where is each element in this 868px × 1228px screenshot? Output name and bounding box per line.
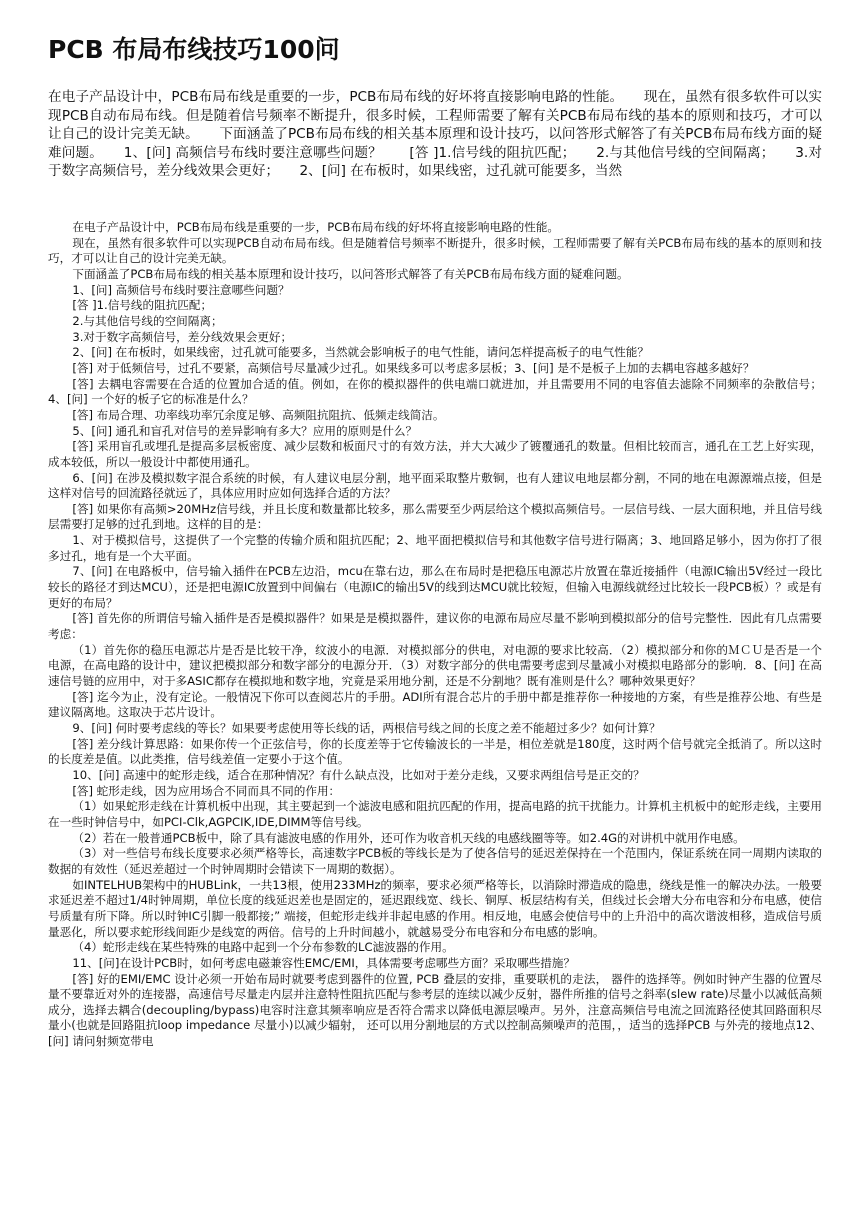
summary-paragraph: 在电子产品设计中，PCB布局布线是重要的一步，PCB布局布线的好坏将直接影响电路的性能。 现在，虽然有很多软件可以实现PCB自动布局布线。但是随着信号频率不断提升，很多时候，工程师需要了解有关PCB布局布线的基本的原则和技巧，才可以让自己的设计完美无缺。 下面涵盖了PCB布局布线的相关基本原理和设计技巧，以问答形式解答了有关PCB布局布线方面的疑难问题。 1、[问] 高频信号布线时要注意哪些问题？ [答 ]1.信号线的阻抗匹配； 2.与其他信号线的空间隔离； 3.对于数字高频信号，差分线效果会更好； 2、[问] 在布板时，如果线密，过孔就可能要多，当然 [48, 89, 822, 180]
body-paragraph: 2.与其他信号线的空间隔离； [72, 313, 223, 328]
body-paragraph: 9、[问] 何时要考虑线的等长？如果要考虑使用等长线的话，两根信号线之间的长度之差不能超过多少？如何计算？ [72, 721, 661, 735]
body-paragraph: 在电子产品设计中，PCB布局布线是重要的一步，PCB布局布线的好坏将直接影响电路的性能。 [72, 220, 560, 234]
body-paragraph: 下面涵盖了PCB布局布线的相关基本原理和设计技巧，以问答形式解答了有关PCB布局布线方面的疑难问题。 [72, 266, 629, 281]
body-paragraph: （2）若在一般普通PCB板中，除了具有滤波电感的作用外，还可作为收音机天线的电感线圈等等。如2.4G的对讲机中就用作电感。 [72, 830, 745, 845]
body-paragraph: [答] 迄今为止，没有定论。一般情况下你可以查阅芯片的手册。ADI所有混合芯片的手册中都是推荐你一种接地的方案，有些是推荐公地、有些是建议隔离地。这取决于芯片设计。 [48, 689, 822, 720]
body-paragraph: [答] 布局合理、功率线功率冗余度足够、高频阻抗阻抗、低频走线简洁。 [72, 407, 445, 422]
body-paragraph: 7、[问] 在电路板中，信号输入插件在PCB左边沿，mcu在靠右边，那么在布局时是把稳压电源芯片放置在靠近接插件（电源IC输出5V经过一段比较长的路径才到达MCU），还是把电源IC放置到中间偏右（电源IC的输出5V的线到达MCU就比较短，但输入电源线就经过比较长一段PCB板）？或是有更好的布局？ [48, 564, 822, 610]
body-paragraph: 10、[问] 高速中的蛇形走线，适合在那种情况？有什么缺点没，比如对于差分走线，又要求两组信号是正交的？ [72, 767, 645, 782]
article-body [48, 220, 822, 1050]
body-paragraph: 11、[问]在设计PCB时，如何考虑电磁兼容性EMC/EMI，具体需要考虑哪些方面？采取哪些措施？ [72, 955, 576, 970]
body-paragraph: [答] 蛇形走线，因为应用场合不同而具不同的作用： [72, 783, 341, 798]
body-paragraph: [答] 好的EMI/EMC 设计必须一开始布局时就要考虑到器件的位置, PCB 叠层的安排，重要联机的走法， 器件的选择等。例如时钟产生器的位置尽量不要靠近对外的连接器，高速信号尽量走内层并注意特性阻抗匹配与参考层的连续以减少反射，器件所推的信号之斜率(slew rate)尽量小以减低高频成分，选择去耦合(decoupling/bypass)电容时注意其频率响应是否符合需求以降低电源层噪声。另外，注意高频信号电流之回流路径使其回路面积尽量小(也就是回路阻抗loop impedance 尽量小)以减少辐射， 还可以用分割地层的方式以控制高频噪声的范围，，适当的选择PCB 与外壳的接地点12、[问] 请问射频宽带电 [48, 971, 822, 1049]
body-paragraph: 现在，虽然有很多软件可以实现PCB自动布局布线。但是随着信号频率不断提升，很多时候，工程师需要了解有关PCB布局布线的基本的原则和技巧，才可以让自己的设计完美无缺。 [48, 235, 822, 266]
body-paragraph: [答] 对于低频信号，过孔不要紧，高频信号尽量减少过孔。如果线多可以考虑多层板；3、[问] 是不是板子上加的去耦电容越多越好？ [72, 360, 755, 375]
body-paragraph: [答] 去耦电容需要在合适的位置加合适的值。例如，在你的模拟器件的供电端口就进加，并且需要用不同的电容值去滤除不同频率的杂散信号；4、[问] 一个好的板子它的标准是什么？ [48, 376, 822, 407]
body-paragraph: 如INTELHUB架构中的HUBLink，一共13根，使用233MHz的频率，要求必须严格等长，以消除时滞造成的隐患，绕线是惟一的解决办法。一般要求延迟差不超过1/4时钟周期，单位长度的线延迟差也是固定的，延迟跟线宽、线长、铜厚、板层结构有关，但线过长会增大分布电容和分布电感，使信号质量有所下降。所以时钟IC引脚一般都接;” 端接，但蛇形走线并非起电感的作用。相反地，电感会使信号中的上升沿中的高次谐波相移，造成信号质量恶化，所以要求蛇形线间距少是线宽的两倍。信号的上升时间越小，就越易受分布电容和分布电感的影响。 [48, 877, 822, 939]
body-paragraph: [答] 差分线计算思路：如果你传一个正弦信号，你的长度差等于它传输波长的一半是，相位差就是180度，这时两个信号就完全抵消了。所以这时的长度差是值。以此类推，信号线差值一定要小于这个值。 [48, 736, 822, 767]
body-paragraph: [答] 采用盲孔或埋孔是提高多层板密度、减少层数和板面尺寸的有效方法，并大大减少了镀覆通孔的数量。但相比较而言，通孔在工艺上好实现，成本较低，所以一般设计中都使用通孔。 [48, 439, 822, 469]
body-paragraph: （4）蛇形走线在某些特殊的电路中起到一个分布参数的LC滤波器的作用。 [72, 940, 454, 955]
body-paragraph: （1）如果蛇形走线在计算机板中出现，其主要起到一个滤波电感和阻抗匹配的作用，提高电路的抗干扰能力。计算机主机板中的蛇形走线，主要用在一些时钟信号中，如PCI-Clk,AGPCIK,IDE,DIMM等信号线。 [48, 799, 822, 829]
body-paragraph: （3）对一些信号布线长度要求必须严格等长，高速数字PCB板的等线长是为了使各信号的延迟差保持在一个范围内，保证系统在同一周期内读取的数据的有效性（延迟差超过一个时钟周期时会错读下一周期的数据）。 [48, 846, 822, 876]
body-paragraph: [答] 首先你的所谓信号输入插件是否是模拟器件？如果是是模拟器件，建议你的电源布局应尽量不影响到模拟部分的信号完整性．因此有几点需要考虑： [48, 611, 822, 642]
body-paragraph: （1）首先你的稳压电源芯片是否是比较干净，纹波小的电源．对模拟部分的供电，对电源的要求比较高．（2）模拟部分和你的ＭＣＵ是否是一个电源，在高电路的设计中，建议把模拟部分和数字部分的电源分开．（3）对数字部分的供电需要考虑到尽量减小对模拟电路部分的影响．8、[问] 在高速信号链的应用中，对于多ASIC都存在模拟地和数字地，究竟是采用地分割，还是不分割地？既有准则是什么？哪种效果更好？ [48, 642, 822, 689]
body-paragraph: 5、[问] 通孔和盲孔对信号的差异影响有多大？应用的原则是什么？ [72, 423, 418, 438]
body-paragraph: 2、[问] 在布板时，如果线密，过孔就可能要多，当然就会影响板子的电气性能，请问怎样提高板子的电气性能？ [72, 345, 649, 360]
body-paragraph: 6、[问] 在涉及模拟数字混合系统的时候，有人建议电层分割，地平面采取整片敷铜，也有人建议电地层都分割，不同的地在电源源端点接，但是这样对信号的回流路径就远了，具体应用时应如何选择合适的方法？ [48, 470, 822, 501]
body-paragraph: [答 ]1.信号线的阻抗匹配； [72, 298, 213, 313]
body-paragraph: [答] 如果你有高频>20MHz信号线，并且长度和数量都比较多，那么需要至少两层给这个模拟高频信号。一层信号线、一层大面积地，并且信号线层需要打足够的过孔到地。这样的目的是： [48, 501, 822, 532]
body-paragraph: 3.对于数字高频信号，差分线效果会更好； [72, 329, 293, 344]
page-title: PCB 布局布线技巧100问 [48, 35, 340, 64]
body-paragraph: 1、[问] 高频信号布线时要注意哪些问题？ [72, 282, 290, 297]
body-paragraph: 1、对于模拟信号，这提供了一个完整的传输介质和阻抗匹配；2、地平面把模拟信号和其他数字信号进行隔离；3、地回路足够小，因为你打了很多过孔，地有是一个大平面。 [48, 533, 822, 563]
